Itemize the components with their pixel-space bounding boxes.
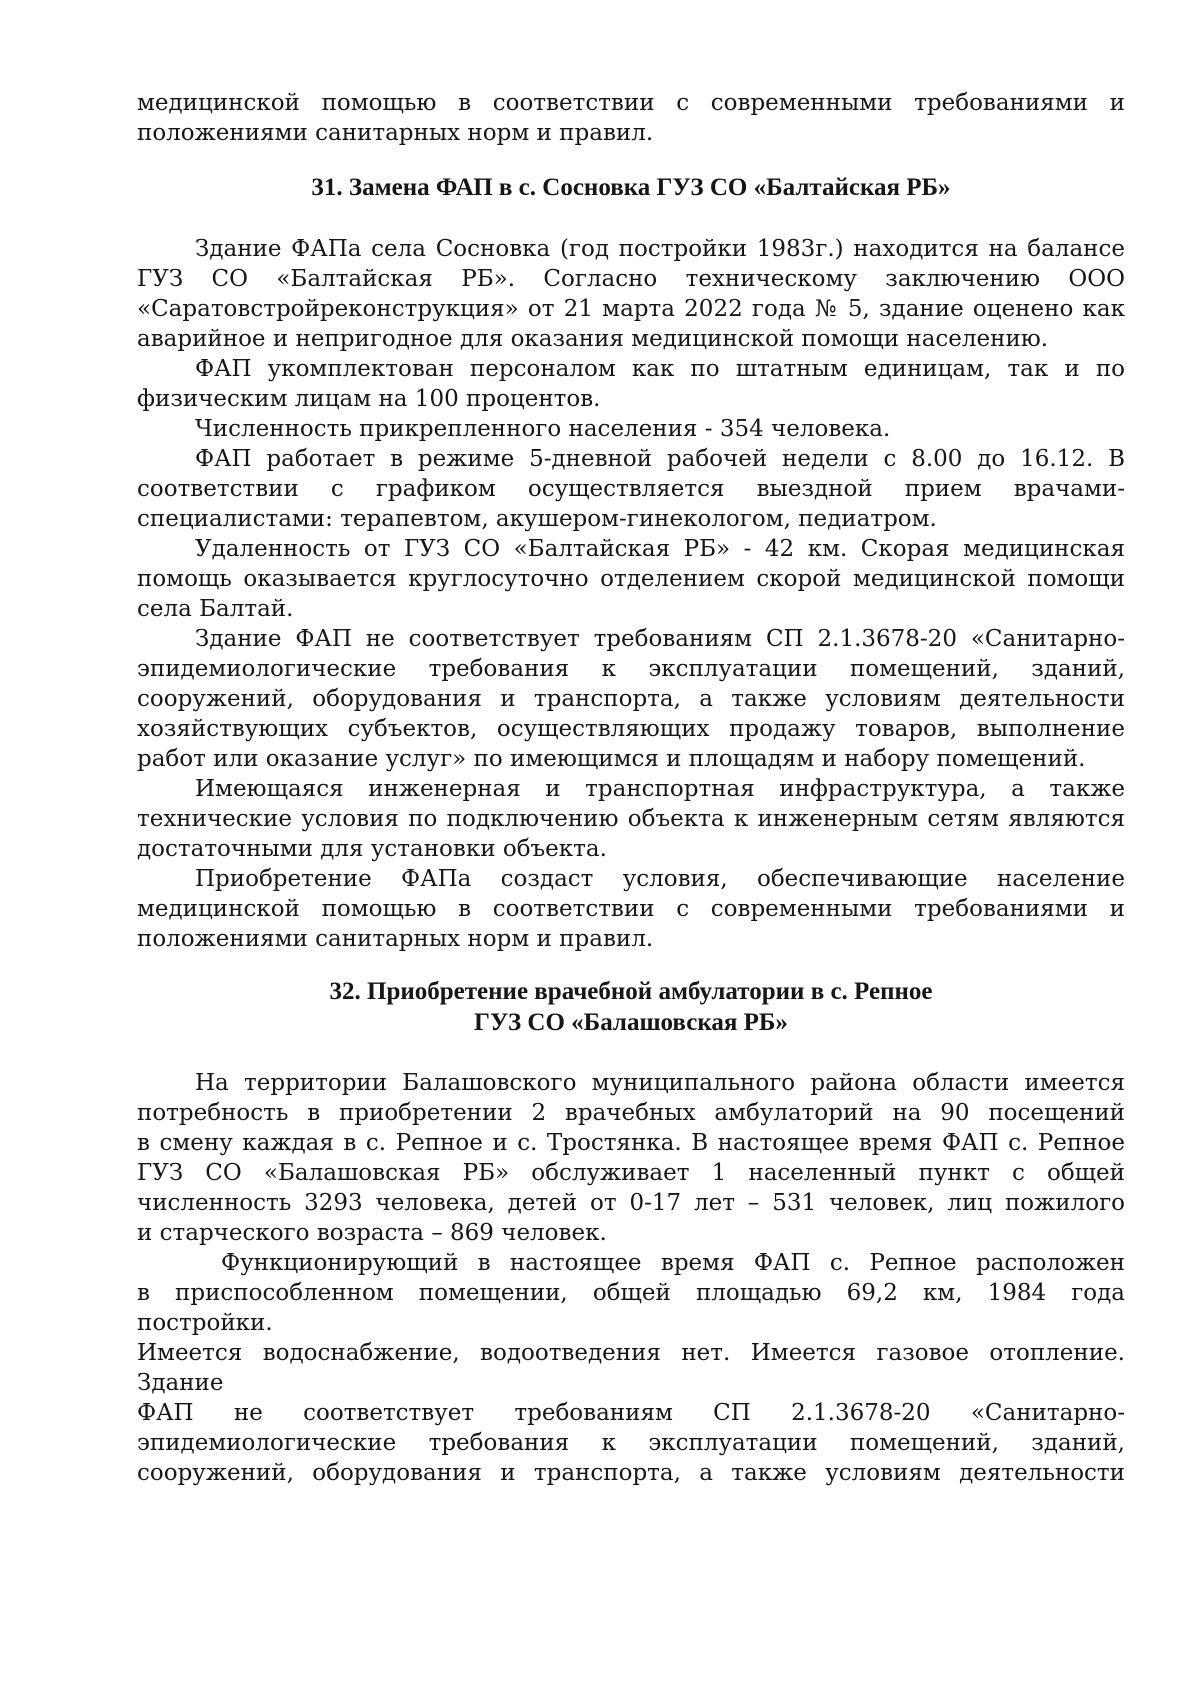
paragraph-line: Здание ФАПа села Сосновка (год постройки 1983г.) находится на балансе (195, 236, 1125, 262)
heading-text-line-2: ГУЗ СО «Балашовская РБ» (474, 1009, 788, 1036)
paragraph-line: и старческого возраста – 869 человек. (137, 1220, 607, 1246)
paragraph-line: Имеющаяся инженерная и транспортная инфраструктура, а также (195, 776, 1125, 802)
paragraph-line: эпидемиологические требования к эксплуатации помещений, зданий, (137, 656, 1125, 682)
paragraph-line: специалистами: терапевтом, акушером-гинекологом, педиатром. (137, 506, 937, 532)
paragraph-line: достаточными для установки объекта. (137, 836, 607, 862)
paragraph-line: Здание ФАП не соответствует требованиям СП 2.1.3678-20 «Санитарно- (195, 626, 1125, 652)
paragraph-line: села Балтай. (137, 596, 294, 622)
text-line: медицинской помощью в соответствии с современными требованиями и (137, 90, 1125, 116)
paragraph-line: сооружений, оборудования и транспорта, а также условиям деятельности (137, 1460, 1125, 1486)
paragraph-line: соответствии с графиком осуществляется выездной прием врачами- (137, 476, 1125, 502)
paragraph-line: Численность прикрепленного населения - 354 человека. (195, 416, 891, 442)
paragraph-line: в смену каждая в с. Репное и с. Тростянка. В настоящее время ФАП с. Репное (137, 1130, 1125, 1156)
paragraph-line: численность 3293 человека, детей от 0-17 лет – 531 человек, лиц пожилого (137, 1190, 1125, 1216)
section-32-heading (137, 976, 1125, 1038)
paragraph-line: хозяйствующих субъектов, осуществляющих продажу товаров, выполнение (137, 716, 1125, 742)
intro-paragraph (137, 88, 1125, 148)
paragraph-line: Удаленность от ГУЗ СО «Балтайская РБ» - 42 км. Скорая медицинская (195, 536, 1125, 562)
paragraph-line: Приобретение ФАПа создаст условия, обеспечивающие население (195, 866, 1125, 892)
paragraph-line: сооружений, оборудования и транспорта, а также условиям деятельности (137, 686, 1125, 712)
paragraph-line: в приспособленном помещении, общей площадью 69,2 км, 1984 года постройки. (137, 1280, 1125, 1336)
paragraph-line: аварийное и непригодное для оказания медицинской помощи населению. (137, 326, 1049, 352)
paragraph-line: ФАП укомплектован персоналом как по штатным единицам, так и по (195, 356, 1125, 382)
paragraph-line: работ или оказание услуг» по имеющимся и площадям и набору помещений. (137, 746, 1086, 772)
paragraph-line: медицинской помощью в соответствии с современными требованиями и (137, 896, 1125, 922)
heading-text-line-1: 32. Приобретение врачебной амбулатории в с. Репное (329, 978, 933, 1005)
paragraph-line: «Саратовстройреконструкция» от 21 марта 2022 года № 5, здание оценено как (137, 296, 1125, 322)
paragraph-line: Функционирующий в настоящее время ФАП с. Репное расположен (221, 1250, 1125, 1276)
paragraph-line: положениями санитарных норм и правил. (137, 926, 654, 952)
paragraph-line: помощь оказывается круглосуточно отделением скорой медицинской помощи (137, 566, 1125, 592)
text-line: положениями санитарных норм и правил. (137, 120, 654, 146)
paragraph-line: ФАП работает в режиме 5-дневной рабочей недели с 8.00 до 16.12. В (195, 446, 1125, 472)
paragraph-line: ФАП не соответствует требованиям СП 2.1.3678-20 «Санитарно- (137, 1400, 1125, 1426)
heading-text: 31. Замена ФАП в с. Сосновка ГУЗ СО «Балтайская РБ» (311, 174, 951, 201)
paragraph-line: Имеется водоснабжение, водоотведения нет. Имеется газовое отопление. Здание (137, 1340, 1125, 1396)
section-31-body (137, 234, 1125, 954)
section-32-body (137, 1068, 1125, 1488)
paragraph-line: эпидемиологические требования к эксплуатации помещений, зданий, (137, 1430, 1125, 1456)
paragraph-line: ГУЗ СО «Балтайская РБ». Согласно техническому заключению ООО (137, 266, 1125, 292)
paragraph-line: ГУЗ СО «Балашовская РБ» обслуживает 1 населенный пункт с общей (137, 1160, 1125, 1186)
paragraph-line: На территории Балашовского муниципального района области имеется (195, 1070, 1125, 1096)
paragraph-line: потребность в приобретении 2 врачебных амбулаторий на 90 посещений (137, 1100, 1125, 1126)
paragraph-line: физическим лицам на 100 процентов. (137, 386, 601, 412)
section-31-heading (137, 172, 1125, 203)
paragraph-line: технические условия по подключению объекта к инженерным сетям являются (137, 806, 1125, 832)
